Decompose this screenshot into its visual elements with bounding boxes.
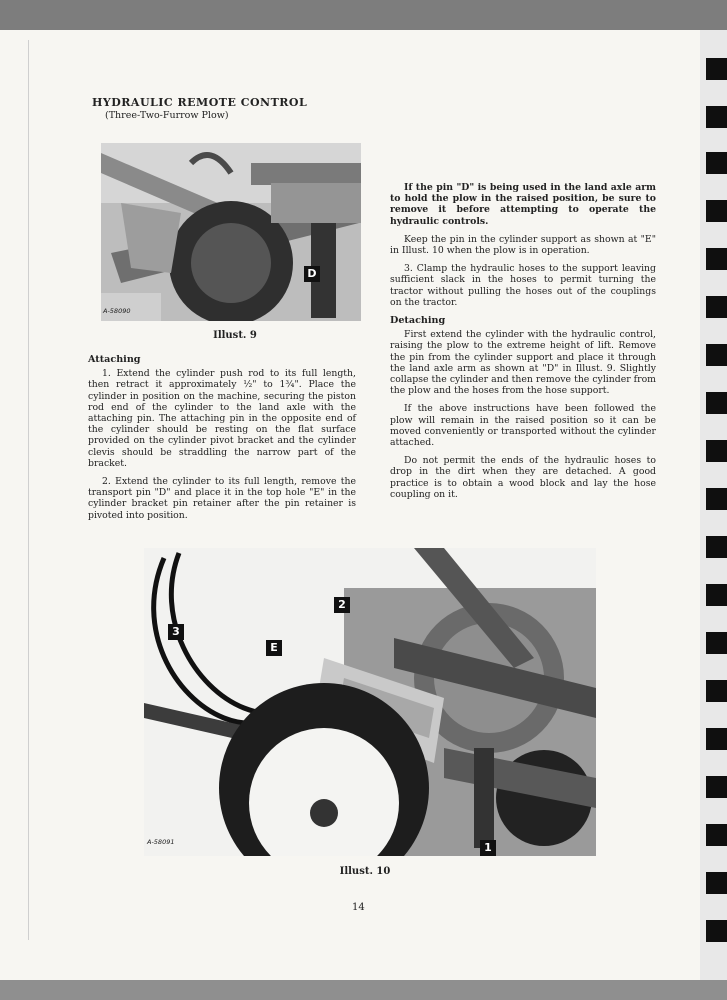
detaching-heading: Detaching [390,315,446,327]
detaching-paragraph: Do not permit the ends of the hydraulic hoses to drop in the dirt when they are detached. A good practice is to obtain a wood block and lay the hose coupling on it. [390,455,656,500]
binding-tab [706,296,727,318]
page-fold-line [28,40,29,940]
binding-tab [706,776,727,798]
attaching-heading: Attaching [88,354,141,365]
binding-tab [706,872,727,894]
binding-tab [706,248,727,270]
binding-tab [706,200,727,222]
binding-tab [706,728,727,750]
binding-tab [706,392,727,414]
section-title: HYDRAULIC REMOTE CONTROL [92,96,308,109]
body-paragraph: 3. Clamp the hydraulic hoses to the support leaving sufficient slack in the hoses to permit turning the tractor without pulling the hoses out of the couplings on the tractor. [390,263,656,308]
photo-id: A-58091 [147,838,175,846]
callout-e: E [266,640,282,656]
binding-tab [706,680,727,702]
binding-tab [706,824,727,846]
scan-background-bottom [0,980,727,1000]
attaching-paragraph: 2. Extend the cylinder to its full length, remove the transport pin "D" and place it in the top hole "E" in the cylinder bracket pin retainer after the pin retainer is pivoted into position. [88,476,356,521]
binding-tab [706,584,727,606]
illustration-9-caption: Illust. 9 [213,330,257,341]
binding-tab [706,920,727,942]
right-column [390,182,656,507]
section-subtitle: (Three-Two-Furrow Plow) [105,110,229,121]
binding-tab [706,632,727,654]
binding-tab [706,488,727,510]
callout-1: 1 [480,840,496,856]
detaching-paragraph: If the above instructions have been followed the plow will remain in the raised position so it can be moved conveniently or transported without the cylinder attached. [390,403,656,449]
page-number: 14 [352,902,365,913]
illustration-10-photo [144,548,596,856]
callout-d: D [304,266,320,282]
detaching-paragraph: First extend the cylinder with the hydraulic control, raising the plow to the extreme height of lift. Remove the pin from the cylinder support and place it through the land axle arm as shown at "D" in Illust. 9. Slightly collapse the cylinder and then remove the cylinder from the plow and the hoses from the hose support. [390,329,656,397]
binding-tab [706,106,727,128]
illustration-10-caption: Illust. 10 [339,866,391,877]
binding-tab [706,536,727,558]
binding-tab [706,344,727,366]
scan-background-top [0,0,727,30]
attaching-section [88,354,356,528]
binding-tab [706,440,727,462]
binding-tab [706,152,727,174]
photo-id: A-58090 [103,307,131,315]
attaching-paragraph: 1. Extend the cylinder push rod to its full length, then retract it approximately ½" to 1¾". Place the cylinder in position on the machine, securing the piston rod end of the cylinder to the land axle with the attaching pin. The attaching pin in the opposite end of the cylinder should be resting on the flat surface provided on the cylinder pivot bracket and the cylinder clevis should be straddling the narrow part of the bracket. [88,368,356,469]
callout-3: 3 [168,624,184,640]
illustration-9-photo [101,143,361,321]
warning-paragraph: If the pin "D" is being used in the land axle arm to hold the plow in the raised position, be sure to remove it before attempting to operate the hydraulic controls. [390,182,656,227]
callout-2: 2 [334,597,350,613]
binding-tab [706,58,727,80]
body-paragraph: Keep the pin in the cylinder support as shown at "E" in Illust. 10 when the plow is in operation. [390,233,656,257]
